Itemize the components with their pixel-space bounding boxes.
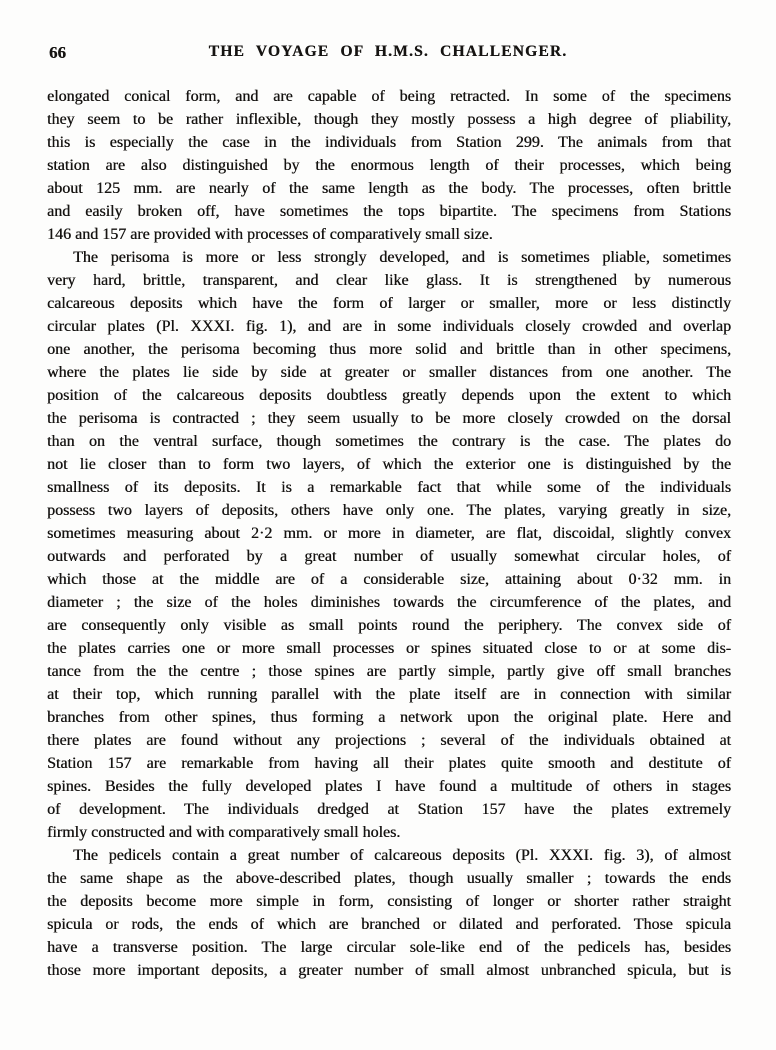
text-line: possess two layers of deposits, others have only one. The plates, varying greatly in size, bbox=[47, 502, 731, 519]
text-line: at their top, which running parallel with the plate itself are in connection with similar bbox=[47, 686, 731, 703]
text-line: have a transverse position. The large circular sole-like end of the pedicels has, besides bbox=[47, 939, 731, 956]
text-line: smallness of its deposits. It is a remarkable fact that while some of the individuals bbox=[47, 479, 731, 496]
paragraph bbox=[47, 844, 731, 982]
text-line: this is especially the case in the individuals from Station 299. The animals from that bbox=[47, 134, 731, 151]
text-line: The perisoma is more or less strongly developed, and is sometimes pliable, sometimes bbox=[73, 249, 731, 266]
page-header bbox=[0, 43, 776, 65]
text-line: which those at the middle are of a considerable size, attaining about 0·32 mm. in bbox=[47, 571, 731, 588]
text-line: the deposits become more simple in form, consisting of longer or shorter rather straight bbox=[47, 893, 731, 910]
text-line: the perisoma is contracted ; they seem usually to be more closely crowded on the dorsal bbox=[47, 410, 731, 427]
text-line: about 125 mm. are nearly of the same length as the body. The processes, often brittle bbox=[47, 180, 731, 197]
text-line: and easily broken off, have sometimes the tops bipartite. The specimens from Stations bbox=[47, 203, 731, 220]
text-line: are consequently only visible as small points round the periphery. The convex side of bbox=[47, 617, 731, 634]
text-line: elongated conical form, and are capable of being retracted. In some of the specimens bbox=[47, 88, 731, 105]
page-body-text bbox=[47, 85, 731, 982]
running-header-title: THE VOYAGE OF H.M.S. CHALLENGER. bbox=[208, 43, 568, 60]
text-line: the same shape as the above-described plates, though usually smaller ; towards the ends bbox=[47, 870, 731, 887]
text-line: those more important deposits, a greater number of small almost unbranched spicula, but is bbox=[47, 962, 731, 979]
text-line: there plates are found without any projections ; several of the individuals obtained at bbox=[47, 732, 731, 749]
text-line: The pedicels contain a great number of calcareous deposits (Pl. XXXI. fig. 3), of almost bbox=[73, 847, 731, 864]
text-line: outwards and perforated by a great number of usually somewhat circular holes, of bbox=[47, 548, 731, 565]
text-line: one another, the perisoma becoming thus more solid and brittle than in other specimens, bbox=[47, 341, 731, 358]
text-line: sometimes measuring about 2·2 mm. or more in diameter, are flat, discoidal, slightly convex bbox=[47, 525, 731, 542]
text-line: very hard, brittle, transparent, and clear like glass. It is strengthened by numerous bbox=[47, 272, 731, 289]
text-line: not lie closer than to form two layers, of which the exterior one is distinguished by the bbox=[47, 456, 731, 473]
text-line: 146 and 157 are provided with processes of comparatively small size. bbox=[47, 226, 493, 243]
text-line: they seem to be rather inflexible, though they mostly possess a high degree of pliability, bbox=[47, 111, 731, 128]
text-line: diameter ; the size of the holes diminishes towards the circumference of the plates, and bbox=[47, 594, 731, 611]
text-line: position of the calcareous deposits doubtless greatly depends upon the extent to which bbox=[47, 387, 731, 404]
text-line: than on the ventral surface, though sometimes the contrary is the case. The plates do bbox=[47, 433, 731, 450]
paragraph bbox=[47, 85, 731, 246]
text-line: spines. Besides the fully developed plates I have found a multitude of others in stages bbox=[47, 778, 731, 795]
text-line: station are also distinguished by the enormous length of their processes, which being bbox=[47, 157, 731, 174]
text-line: branches from other spines, thus forming a network upon the original plate. Here and bbox=[47, 709, 731, 726]
text-line: circular plates (Pl. XXXI. fig. 1), and are in some individuals closely crowded and overlap bbox=[47, 318, 731, 335]
text-line: tance from the the centre ; those spines are partly simple, partly give off small branches bbox=[47, 663, 731, 680]
text-line: firmly constructed and with comparatively small holes. bbox=[47, 824, 401, 841]
text-line: Station 157 are remarkable from having all their plates quite smooth and destitute of bbox=[47, 755, 731, 772]
text-line: of development. The individuals dredged at Station 157 have the plates extremely bbox=[47, 801, 731, 818]
text-line: where the plates lie side by side at greater or smaller distances from one another. The bbox=[47, 364, 731, 381]
paragraph bbox=[47, 246, 731, 844]
text-line: spicula or rods, the ends of which are branched or dilated and perforated. Those spicula bbox=[47, 916, 731, 933]
page-number: 66 bbox=[49, 43, 66, 62]
text-line: the plates carries one or more small processes or spines situated close to or at some dis- bbox=[47, 640, 731, 657]
text-line: calcareous deposits which have the form of larger or smaller, more or less distinctly bbox=[47, 295, 731, 312]
